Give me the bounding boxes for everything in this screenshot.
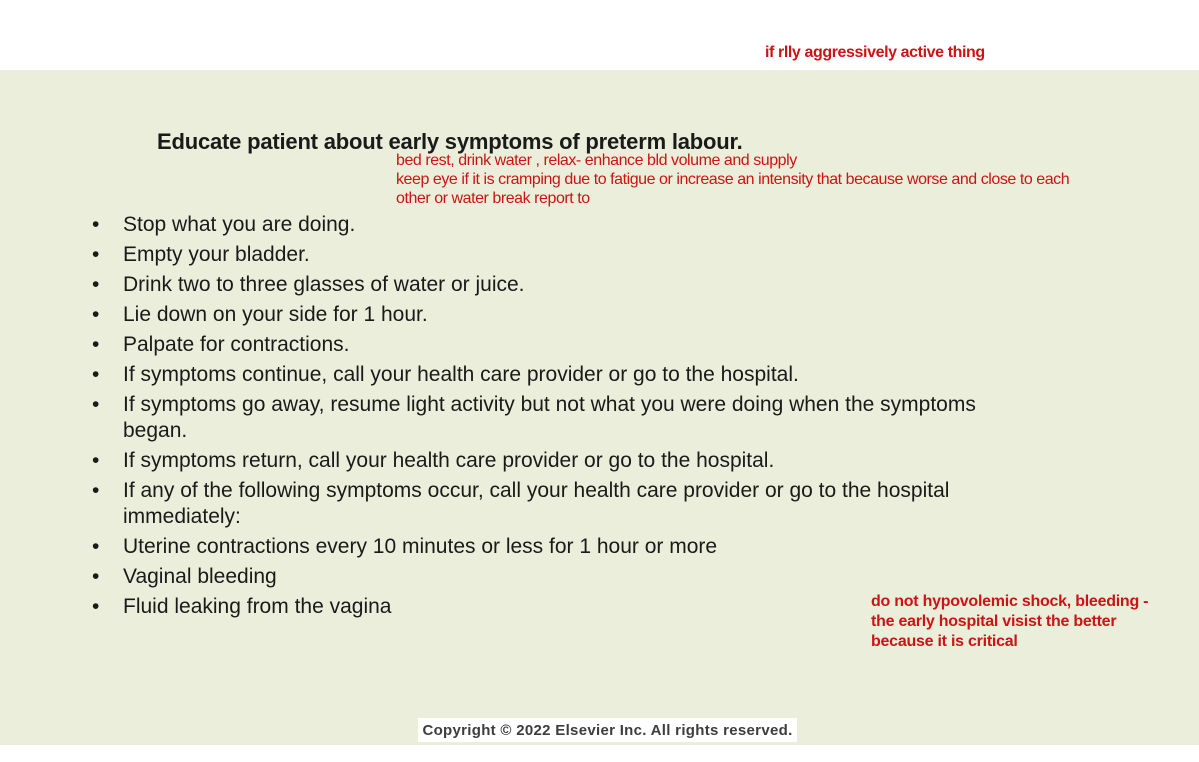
bullet-item: • Drink two to three glasses of water or juice. [80,270,1035,300]
annotation-line: do not hypovolemic shock, bleeding - [871,593,1149,610]
bullet-item: • If any of the following symptoms occur, call your health care provider or go to the hospital immediately: [80,476,1035,532]
annotation-title-note [396,151,1069,208]
copyright-text: Copyright © 2022 Elsevier Inc. All rights reserved. [422,721,793,739]
slide-title: Educate patient about early symptoms of preterm labour. [157,129,743,154]
annotation-line: keep eye if it is cramping due to fatigue or increase an intensity that because worse and close to each [396,171,1070,188]
annotation-line: bed rest, drink water , relax- enhance bld volume and supply [396,152,797,169]
annotation-line: other or water break report to [396,190,590,207]
bullet-item: • Vaginal bleeding [80,562,1035,592]
bullet-item: • Lie down on your side for 1 hour. [80,300,1035,330]
bullet-item: • Empty your bladder. [80,240,1035,270]
bullet-item: • Uterine contractions every 10 minutes or less for 1 hour or more [80,532,1035,562]
annotation-line: the early hospital visist the better [871,613,1117,630]
bullet-item: • If symptoms go away, resume light activity but not what you were doing when the symptoms began. [80,390,1035,446]
annotation-bottom-note [871,592,1148,652]
bullet-item: • If symptoms return, call your health care provider or go to the hospital. [80,446,1035,476]
bullet-item: • If symptoms continue, call your health care provider or go to the hospital. [80,360,1035,390]
copyright-footer-box [418,718,797,742]
bullet-item: • Stop what you are doing. [80,210,1035,240]
annotation-top-note: if rlly aggressively active thing [765,44,985,61]
bullet-item: • Palpate for contractions. [80,330,1035,360]
symptom-bullet-list [80,210,1035,622]
annotation-line: because it is critical [871,633,1018,650]
bullet-item: • Fluid leaking from the vagina [80,592,1035,622]
